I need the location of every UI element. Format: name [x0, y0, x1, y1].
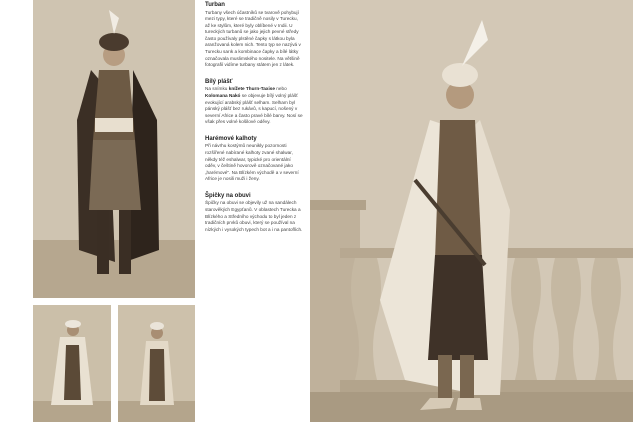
body-text: se objevuje bílý volný plášť evokující arabský plášť selham. Selham byl pánský plášť bez rukávů, s kapucí, nošený v severní Africe a často pravé bílé barvy. Nosí se však přes volné košilové oděvy. — [205, 92, 303, 125]
body-name-bold: Kolomana Nakó — [205, 92, 241, 98]
photo-portrait-small-1 — [33, 305, 111, 422]
section-heading: Harémové kalhoty — [205, 135, 257, 142]
section-body: Špičky na obuvi se objevily už na sandálech starověkých Egypťanů. V oblastech Turecka a Blízkého a Středního východu to byl jeden z tradičních prvků obuvi, který se používal na nízkých i vysokých typech bot a i na pantoflích. — [205, 200, 303, 232]
body-text: Na snímku — [205, 86, 229, 92]
portrait-main-illustration — [33, 0, 195, 298]
section-body: Při návrhu kostýmů neunikly pozornosti rozšířené nabírané kalhoty zvané shalwar, někdy též eshalwar, typické pro orientální oděv, v češtině hovorově označované jako „harémové". Na Blízkém východě a v severní Africe je nosili muži i ženy. — [205, 143, 299, 182]
text-column — [205, 2, 303, 420]
section-white-cloak — [205, 79, 303, 126]
section-heading: Turban — [205, 2, 225, 8]
section-turban — [205, 2, 303, 69]
portrait-small-1-illustration — [33, 305, 111, 422]
photo-portrait-small-2 — [118, 305, 195, 422]
section-body: Turbany všech účastníků se tvarově pohybují mezi typy, které se tradičně nosily v Turecku, až ke stylům, které byly oblíbené v Indii. U tureckých turbanů se jako jejich pevné středy často používaly plstěné čapky s látkou byla aranžovaná kolem nich. Tento typ se nazývá v Turecku sarık a kombinace čapky a bílé látky označovala muslimského nositele. Na většině fotografií vidíme turbany státem jen z látek. — [205, 9, 301, 68]
section-heading: Bílý plášť — [205, 78, 233, 85]
photo-portrait-main — [33, 0, 195, 298]
portrait-large-illustration — [310, 0, 633, 422]
photo-portrait-large — [310, 0, 633, 422]
section-shoe-tips — [205, 193, 303, 233]
section-harem-trousers — [205, 136, 303, 183]
section-heading: Špičky na obuvi — [205, 192, 251, 199]
body-name-bold: knížete Thurn-Taxise — [228, 86, 275, 92]
body-text: nebo — [275, 86, 287, 92]
section-body — [205, 86, 303, 126]
portrait-small-2-illustration — [118, 305, 195, 422]
